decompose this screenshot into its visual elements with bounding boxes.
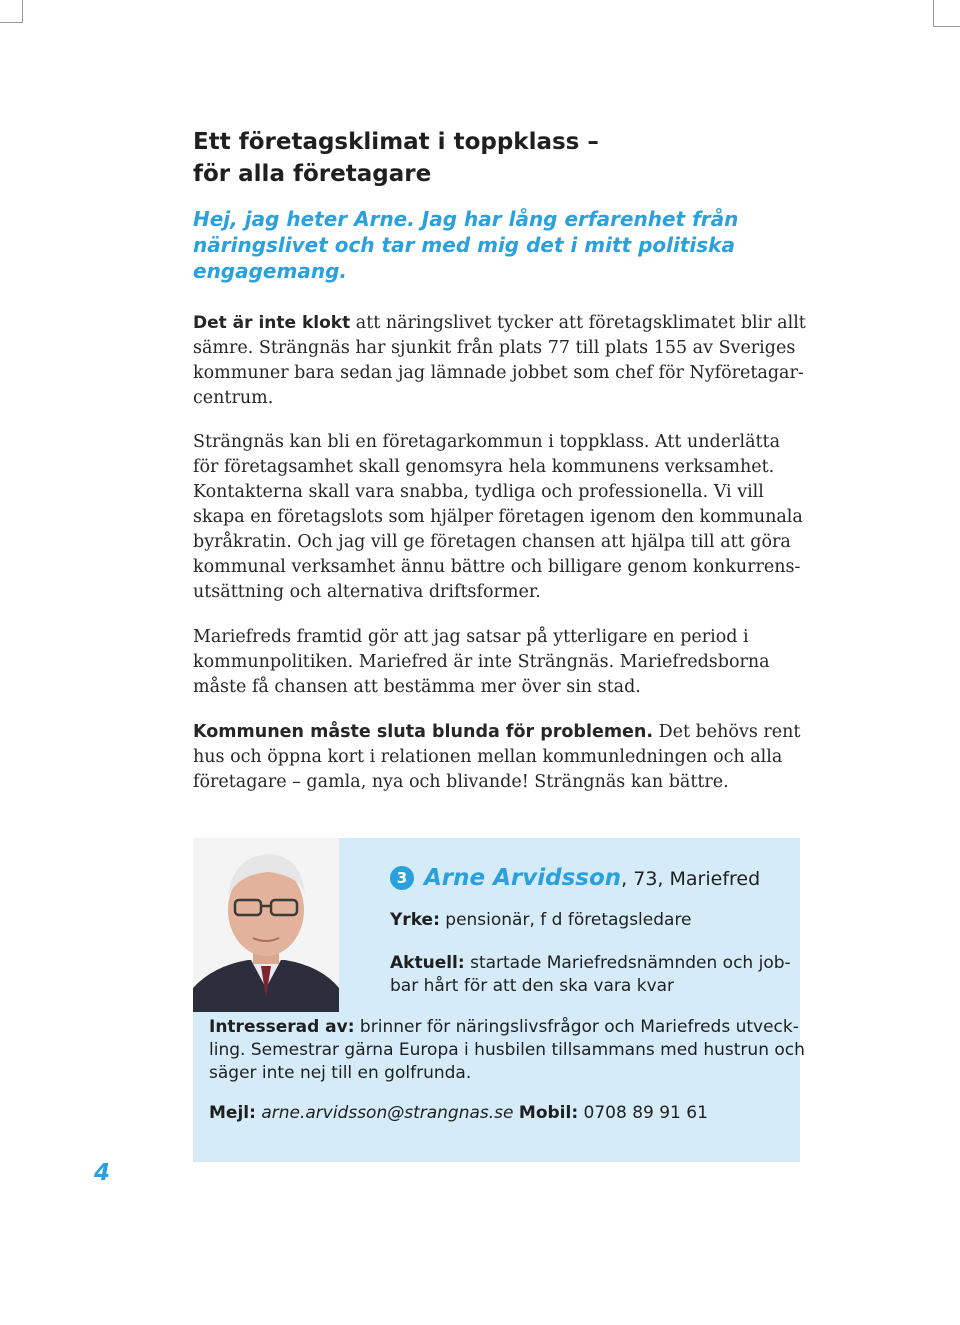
candidate-interests [209, 1016, 805, 1085]
paragraph-1 [193, 311, 833, 411]
text-line: Det behövs rent [653, 722, 801, 742]
text-line: kommunal verksamhet ännu bättre och billigare genom konkurrens- [193, 557, 801, 577]
candidate-age-town: , 73, Mariefred [621, 868, 761, 890]
candidate-photo [193, 838, 339, 1012]
current-value: bar hårt för att den ska vara kvar [390, 976, 675, 996]
portrait-image [193, 838, 339, 1012]
candidate-number-badge: 3 [390, 866, 414, 890]
paragraph-4 [193, 720, 833, 795]
text-line: Strängnäs kan bli en företagarkommun i toppklass. Att underlätta [193, 432, 781, 452]
interests-value: ling. Semestrar gärna Europa i husbilen tillsammans med hustrun och [209, 1040, 805, 1060]
lead-paragraph [193, 206, 813, 284]
candidate-name-line [390, 862, 760, 895]
text-line: centrum. [193, 388, 274, 408]
crop-mark-top-right [933, 0, 960, 27]
text-line: måste få chansen att bestämma mer över sin stad. [193, 677, 641, 697]
text-line: för företagsamhet skall genomsyra hela kommunens verksamhet. [193, 457, 775, 477]
text-line: skapa en företagslots som hjälper företagen igenom den kommunala [193, 507, 803, 527]
email-link[interactable]: arne.arvidsson@strangnas.se [261, 1103, 514, 1123]
text-line: utsättning och alternativa driftsformer. [193, 582, 541, 602]
text-line: kommunpolitiken. Mariefred är inte Strängnäs. Mariefredsborna [193, 652, 770, 672]
crop-mark-top-left [0, 0, 23, 23]
paragraph-3 [193, 625, 833, 700]
phone-value: 0708 89 91 61 [578, 1103, 708, 1123]
page-title [193, 126, 833, 190]
interests-value: brinner för näringslivsfrågor och Mariefreds utveck- [354, 1017, 799, 1037]
candidate-contact [209, 1100, 708, 1126]
lead-line: engagemang. [193, 259, 347, 283]
text-line: byråkratin. Och jag vill ge företagen chansen att hjälpa till att göra [193, 532, 791, 552]
text-line: hus och öppna kort i relationen mellan kommunledningen och alla [193, 747, 783, 767]
paragraph-1-bold: Det är inte klokt [193, 313, 351, 333]
lead-line: näringslivet och tar med mig det i mitt politiska [193, 233, 735, 257]
lead-line: Hej, jag heter Arne. Jag har lång erfarenhet från [193, 207, 739, 231]
text-line: sämre. Strängnäs har sjunkit från plats 77 till plats 155 av Sveriges [193, 338, 796, 358]
text-line: Kontakterna skall vara snabba, tydliga och professionella. Vi vill [193, 482, 764, 502]
paragraph-2 [193, 430, 833, 605]
occupation-label: Yrke: [390, 910, 440, 930]
candidate-name: Arne Arvidsson [424, 865, 622, 891]
text-line: företagare – gamla, nya och blivande! Strängnäs kan bättre. [193, 772, 729, 792]
email-label: Mejl: [209, 1103, 256, 1123]
text-line: Mariefreds framtid gör att jag satsar på ytterligare en period i [193, 627, 749, 647]
candidate-current [390, 952, 790, 998]
text-line: kommuner bara sedan jag lämnade jobbet som chef för Nyföretagar- [193, 363, 804, 383]
interests-value: säger inte nej till en golfrunda. [209, 1063, 472, 1083]
page-number: 4 [94, 1160, 111, 1186]
current-value: startade Mariefredsnämnden och job- [464, 953, 791, 973]
candidate-occupation [390, 908, 692, 932]
title-line-2: för alla företagare [193, 161, 432, 187]
paragraph-4-bold: Kommunen måste sluta blunda för problemen. [193, 722, 654, 742]
phone-label: Mobil: [518, 1103, 579, 1123]
occupation-value: pensionär, f d företagsledare [439, 910, 692, 930]
text-line: att näringslivet tycker att företagsklimatet blir allt [350, 313, 806, 333]
title-line-1: Ett företagsklimat i toppklass – [193, 129, 599, 155]
interests-label: Intresserad av: [209, 1017, 355, 1037]
current-label: Aktuell: [390, 953, 465, 973]
